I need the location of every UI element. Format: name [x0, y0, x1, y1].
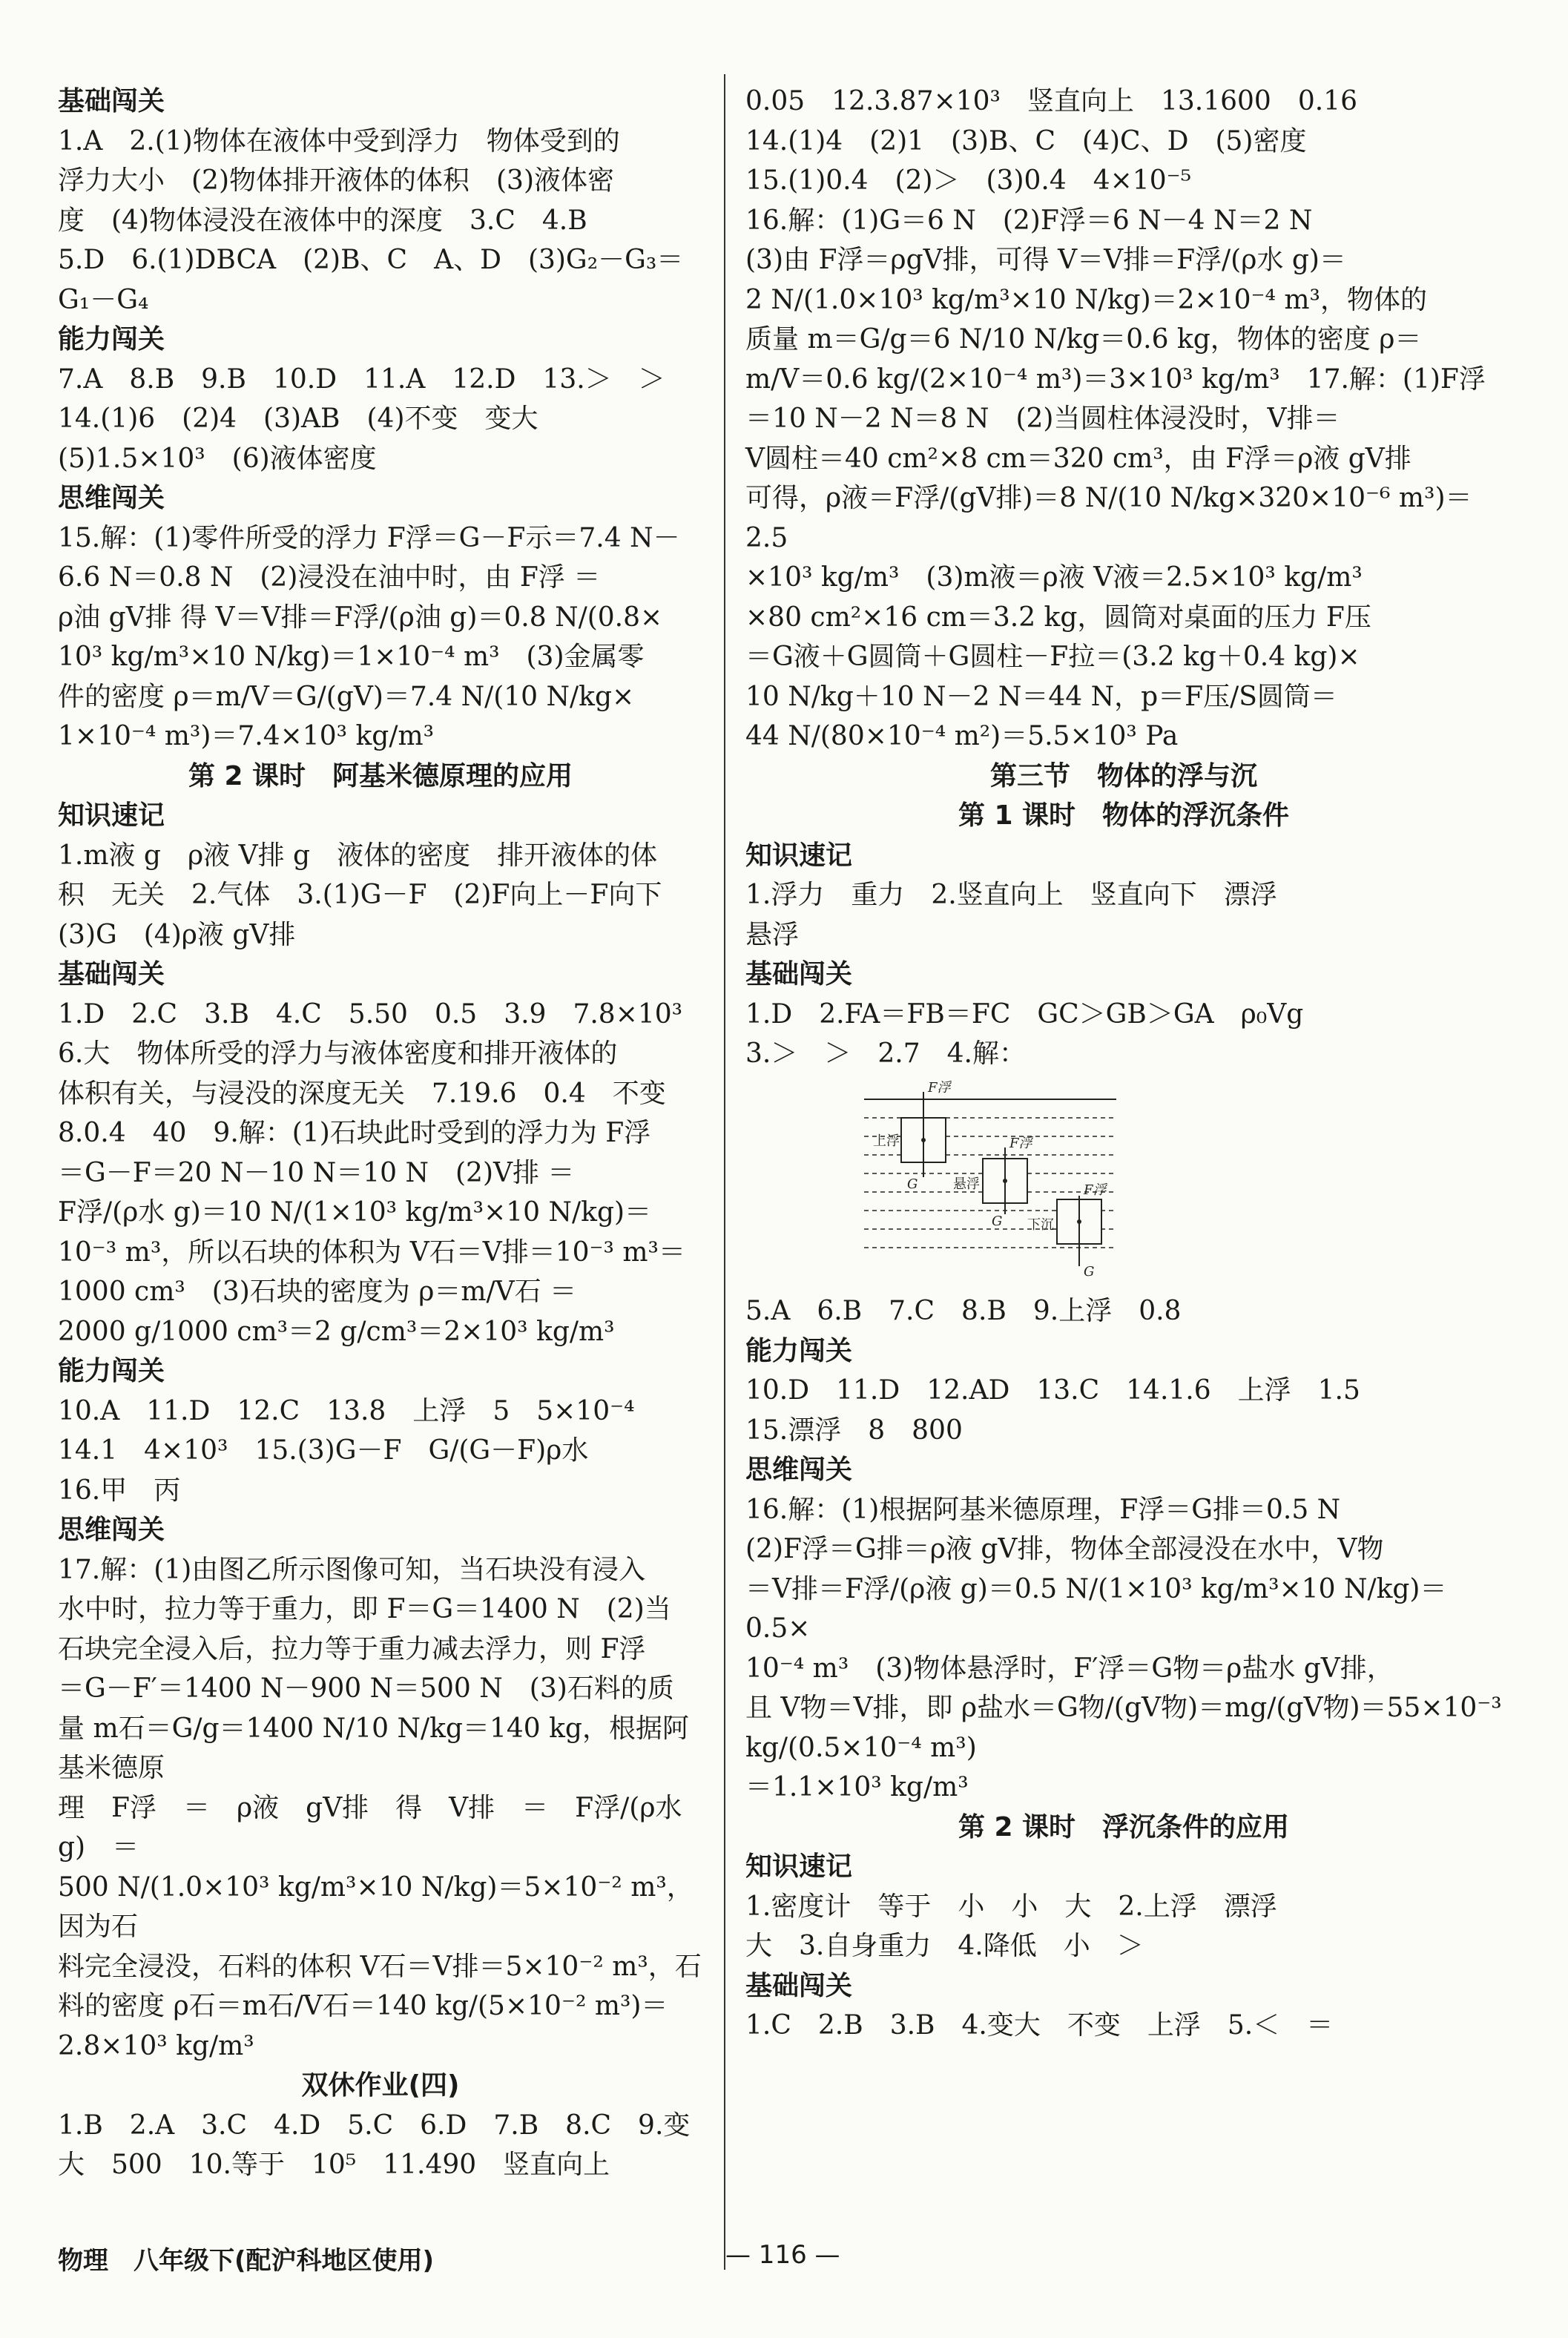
lesson-title: 第 2 课时 阿基米德原理的应用	[188, 760, 573, 791]
section-heading: 思维闯关	[58, 1515, 165, 1545]
answer-line: 0.05 12.3.87×10³ 竖直向上 13.1600 0.16	[745, 86, 1357, 116]
answer-line: 2000 g/1000 cm³＝2 g/cm³＝2×10³ kg/m³	[58, 1316, 615, 1347]
answer-line: ×10³ kg/m³ (3)m液＝ρ液 V液＝2.5×10³ kg/m³	[745, 562, 1363, 593]
section-heading: 能力闯关	[58, 324, 165, 355]
answer-line: F浮/(ρ水 g)＝10 N/(1×10³ kg/m³×10 N/kg)＝	[58, 1197, 652, 1228]
section-heading: 能力闯关	[745, 1335, 853, 1366]
answer-line: 1.A 2.(1)物体在液体中受到浮力 物体受到的	[58, 125, 620, 157]
column-divider	[724, 74, 725, 2270]
answer-line: 质量 m＝G/g＝6 N/10 N/kg＝0.6 kg，物体的密度 ρ＝	[745, 324, 1422, 355]
answer-line: 14.(1)6 (2)4 (3)AB (4)不变 变大	[58, 404, 538, 434]
page-number: — 116 —	[725, 2240, 840, 2270]
answer-line: 15.漂浮 8 800	[745, 1415, 963, 1446]
answer-line: 料完全浸没，石料的体积 V石＝V排＝5×10⁻² m³，石	[58, 1951, 702, 1982]
answer-line: 件的密度 ρ＝m/V＝G/(gV)＝7.4 N/(10 N/kg×	[58, 681, 635, 712]
section-heading: 基础闯关	[745, 959, 853, 989]
answer-line: 料的密度 ρ石＝m石/V石＝140 kg/(5×10⁻² m³)＝2.8×10³ kg/m³	[58, 1991, 668, 2061]
answer-line: 度 (4)物体浸没在液体中的深度 3.C 4.B	[58, 205, 587, 236]
answer-line: G₁－G₄	[58, 284, 149, 315]
answer-line: 6.大 物体所受的浮力与液体密度和排开液体的	[58, 1038, 618, 1069]
section-heading: 基础闯关	[58, 959, 165, 989]
answer-line: 3.＞ ＞ 2.7 4.解：	[745, 1038, 1026, 1069]
answer-line: 1×10⁻⁴ m³)＝7.4×10³ kg/m³	[58, 721, 435, 751]
answer-line: (2)F浮＝G排＝ρ液 gV排，物体全部浸没在水中，V物	[745, 1534, 1384, 1564]
answer-line: 且 V物＝V排，即 ρ盐水＝G物/(gV物)＝mg/(gV物)＝55×10⁻³ kg/(0.5×10⁻⁴ m³)	[745, 1693, 1511, 1763]
answer-line: ＝10 N－2 N＝8 N (2)当圆柱体浸没时，V排＝	[745, 404, 1340, 434]
answer-line: 10³ kg/m³×10 N/kg)＝1×10⁻⁴ m³ (3)金属零	[58, 642, 645, 672]
answer-line: 大 3.自身重力 4.降低 小 ＞	[745, 1931, 1144, 1961]
section-heading: 能力闯关	[58, 1356, 165, 1386]
answer-line: 500 N/(1.0×10³ kg/m³×10 N/kg)＝5×10⁻² m³，因为石	[58, 1871, 694, 1942]
g-label-1: G	[907, 1176, 918, 1192]
answer-line: 14.(1)4 (2)1 (3)B、C (4)C、D (5)密度	[745, 125, 1307, 157]
section-heading: 知识速记	[745, 840, 853, 871]
label-sink: 下沉	[1027, 1216, 1054, 1233]
answer-line: 7.A 8.B 9.B 10.D 11.A 12.D 13.＞ ＞	[58, 363, 665, 395]
g-label-3: G	[1084, 1263, 1095, 1277]
answer-line: 1.C 2.B 3.B 4.变大 不变 上浮 5.＜ ＝	[745, 2010, 1334, 2041]
answer-line: 1.D 2.FA＝FB＝FC GC＞GB＞GA ρ₀Vg	[745, 998, 1304, 1030]
answer-line: 1.浮力 重力 2.竖直向上 竖直向下 漂浮	[745, 880, 1277, 910]
answer-line: 量 m石＝G/g＝1400 N/10 N/kg＝140 kg，根据阿基米德原	[58, 1713, 689, 1783]
answer-line: 1000 cm³ (3)石块的密度为 ρ＝m/V石 ＝	[58, 1277, 577, 1307]
answer-line: 积 无关 2.气体 3.(1)G－F (2)F向上－F向下	[58, 880, 662, 910]
footer-subject: 物理 八年级下(配沪科地区使用)	[58, 2246, 435, 2276]
answer-line: 10 N/kg＋10 N－2 N＝44 N，p＝F压/S圆筒＝	[745, 681, 1337, 712]
answer-line: V圆柱＝40 cm²×8 cm＝320 cm³，由 F浮＝ρ液 gV排	[745, 443, 1411, 474]
float-sink-diagram	[857, 1077, 1124, 1277]
answer-line: 2 N/(1.0×10³ kg/m³×10 N/kg)＝2×10⁻⁴ m³，物体的	[745, 284, 1427, 315]
right-column	[745, 82, 1511, 2046]
answer-line: 16.解：(1)G＝6 N (2)F浮＝6 N－4 N＝2 N	[745, 205, 1313, 236]
section-heading: 知识速记	[745, 1851, 853, 1882]
answer-line: (3)由 F浮＝ρgV排，可得 V＝V排＝F浮/(ρ水 g)＝	[745, 245, 1346, 275]
page-footer	[58, 2240, 1467, 2276]
section-heading: 基础闯关	[58, 86, 165, 116]
answer-line: 1.密度计 等于 小 小 大 2.上浮 漂浮	[745, 1891, 1277, 1922]
right-column-top	[745, 82, 1502, 1074]
answer-line: 可得，ρ液＝F浮/(gV排)＝8 N/(10 N/kg×320×10⁻⁶ m³)＝2.5	[745, 483, 1472, 553]
label-rise: 上浮	[873, 1133, 900, 1149]
answer-line: 10.A 11.D 12.C 13.8 上浮 5 5×10⁻⁴	[58, 1395, 635, 1426]
left-column	[58, 82, 703, 2185]
f-label-3: F浮	[1084, 1182, 1107, 1198]
section-heading: 思维闯关	[745, 1455, 853, 1485]
lesson-title: 第 1 课时 物体的浮沉条件	[958, 800, 1290, 831]
section-heading: 知识速记	[58, 800, 165, 831]
answer-line: 大 500 10.等于 10⁵ 11.490 竖直向上	[58, 2150, 610, 2180]
section-heading: 思维闯关	[58, 483, 165, 513]
answer-line: 悬浮	[745, 919, 800, 950]
answer-line: 水中时，拉力等于重力，即 F＝G＝1400 N (2)当	[58, 1594, 671, 1624]
answer-line: 浮力大小 (2)物体排开液体的体积 (3)液体密	[58, 165, 614, 196]
answer-line: 15.(1)0.4 (2)＞ (3)0.4 4×10⁻⁵	[745, 165, 1192, 196]
answer-line: ＝G－F′＝1400 N－900 N＝500 N (3)石料的质	[58, 1673, 674, 1704]
f-label-2: F浮	[1009, 1135, 1032, 1151]
answer-line: 10⁻⁴ m³ (3)物体悬浮时，F′浮＝G物＝ρ盐水 gV排，	[745, 1653, 1394, 1684]
answer-line: (5)1.5×10³ (6)液体密度	[58, 443, 377, 474]
answer-line: 44 N/(80×10⁻⁴ m²)＝5.5×10³ Pa	[745, 721, 1179, 751]
f-label-1: F浮	[928, 1079, 951, 1096]
answer-line: 10⁻³ m³，所以石块的体积为 V石＝V排＝10⁻³ m³＝	[58, 1236, 685, 1268]
lesson-title: 双休作业(四)	[301, 2070, 460, 2101]
answer-line: ×80 cm²×16 cm＝3.2 kg，圆筒对桌面的压力 F压	[745, 602, 1371, 633]
answer-line: 14.1 4×10³ 15.(3)G－F G/(G－F)ρ水	[58, 1435, 589, 1466]
answer-line: ＝V排＝F浮/(ρ液 g)＝0.5 N/(1×10³ kg/m³×10 N/kg)＝0.5×	[745, 1573, 1447, 1644]
answer-line: 8.0.4 40 9.解：(1)石块此时受到的浮力为 F浮	[58, 1118, 651, 1148]
right-column-bottom	[745, 1291, 1511, 2046]
answer-line: 石块完全浸入后，拉力等于重力减去浮力，则 F浮	[58, 1633, 646, 1664]
label-suspend: 悬浮	[953, 1176, 980, 1192]
answer-line: 1.m液 g ρ液 V排 g 液体的密度 排开液体的体	[58, 840, 658, 871]
answer-line: ＝G－F＝20 N－10 N＝10 N (2)V排 ＝	[58, 1157, 575, 1188]
answer-line: ＝G液＋G圆筒＋G圆柱－F拉＝(3.2 kg＋0.4 kg)×	[745, 642, 1360, 672]
answer-line: 理 F浮 ＝ ρ液 gV排 得 V排 ＝ F浮/(ρ水 g) ＝	[58, 1792, 691, 1863]
answer-line: 体积有关，与浸没的深度无关 7.19.6 0.4 不变	[58, 1078, 666, 1109]
answer-line: 15.解：(1)零件所受的浮力 F浮＝G－F示＝7.4 N－	[58, 522, 680, 553]
answer-line: 5.A 6.B 7.C 8.B 9.上浮 0.8	[745, 1296, 1182, 1326]
answer-line: 6.6 N＝0.8 N (2)浸没在油中时，由 F浮 ＝	[58, 562, 601, 593]
section-heading: 基础闯关	[745, 1970, 853, 2001]
answer-line: (3)G (4)ρ液 gV排	[58, 919, 296, 950]
answer-line: 1.D 2.C 3.B 4.C 5.50 0.5 3.9 7.8×10³	[58, 998, 683, 1030]
answer-line: 16.甲 丙	[58, 1475, 181, 1506]
g-label-2: G	[992, 1213, 1003, 1229]
answer-line: ρ油 gV排 得 V＝V排＝F浮/(ρ油 g)＝0.8 N/(0.8×	[58, 602, 663, 633]
answer-line: 5.D 6.(1)DBCA (2)B、C A、D (3)G₂－G₃＝	[58, 245, 684, 275]
answer-line: 10.D 11.D 12.AD 13.C 14.1.6 上浮 1.5	[745, 1375, 1360, 1406]
answer-line: 16.解：(1)根据阿基米德原理，F浮＝G排＝0.5 N	[745, 1494, 1341, 1525]
answer-line: m/V＝0.6 kg/(2×10⁻⁴ m³)＝3×10³ kg/m³ 17.解：(1)F浮	[745, 363, 1486, 395]
answer-line: ＝1.1×10³ kg/m³	[745, 1772, 969, 1802]
answer-line: 17.解：(1)由图乙所示图像可知，当石块没有浸入	[58, 1554, 646, 1585]
lesson-title: 第三节 物体的浮与沉	[989, 760, 1257, 791]
lesson-title: 第 2 课时 浮沉条件的应用	[958, 1811, 1290, 1843]
answer-line: 1.B 2.A 3.C 4.D 5.C 6.D 7.B 8.C 9.变	[58, 2110, 691, 2141]
